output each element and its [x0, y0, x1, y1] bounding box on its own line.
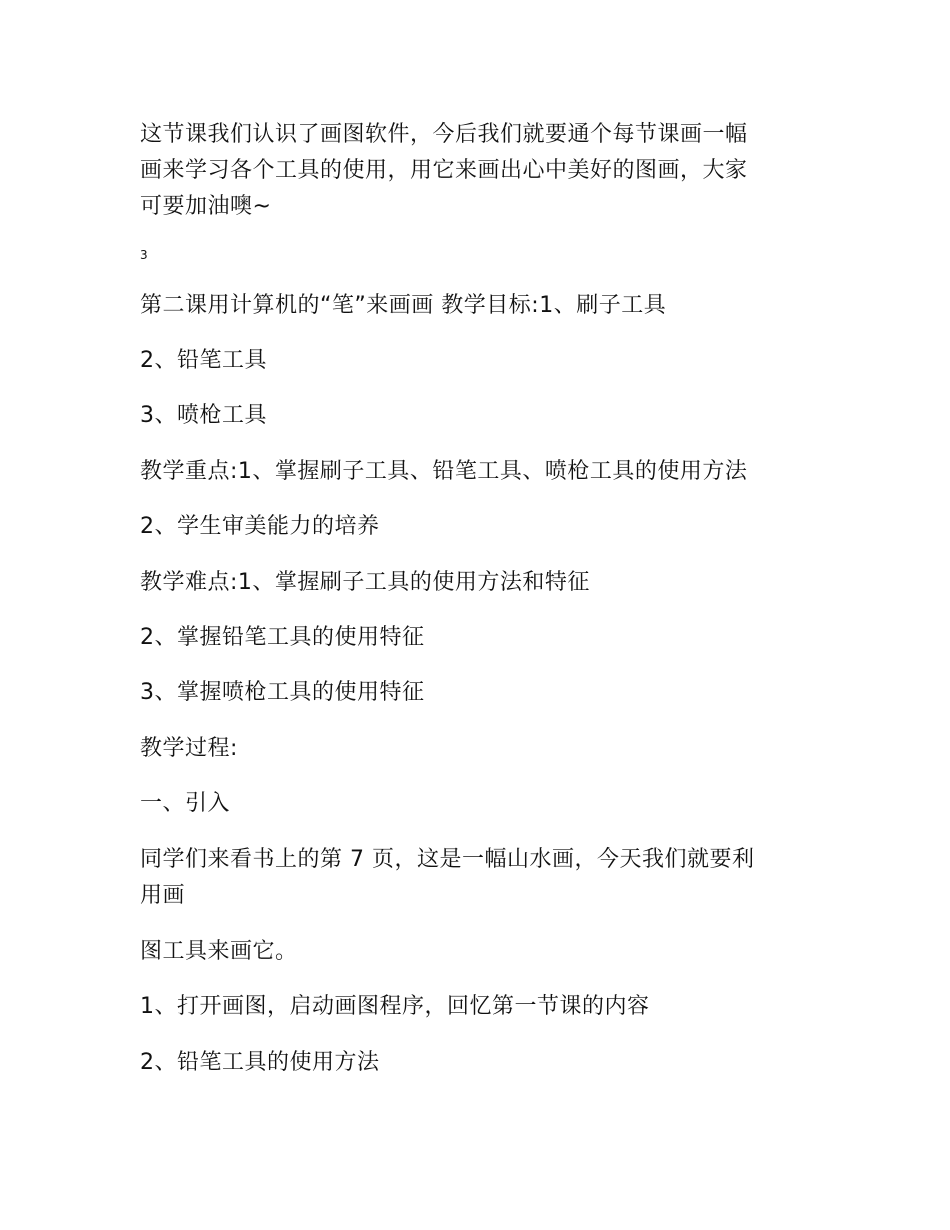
text-line: 教学过程:	[140, 736, 238, 761]
text-line: 画来学习各个工具的使用，用它来画出心中美好的图画，大家	[140, 158, 748, 183]
text-line: 同学们来看书上的第 7 页，这是一幅山水画，今天我们就要利	[140, 847, 755, 872]
text-line: 图工具来画它。	[140, 939, 298, 964]
text-line: 一、引入	[140, 791, 231, 816]
text-line: 1、打开画图，启动画图程序，回忆第一节课的内容	[140, 994, 650, 1019]
text-line: 2、铅笔工具的使用方法	[140, 1050, 380, 1075]
text-line: 可要加油噢~	[140, 194, 272, 219]
text-line: 2、铅笔工具	[140, 348, 267, 373]
text-line: 这节课我们认识了画图软件，今后我们就要通个每节课画一幅	[140, 122, 748, 147]
text-line: 3、喷枪工具	[140, 403, 267, 428]
text-line: 3、掌握喷枪工具的使用特征	[140, 680, 425, 705]
lesson-heading: 第二课用计算机的“笔”来画画 教学目标:1、刷子工具	[140, 293, 667, 318]
text-line: 用画	[140, 883, 186, 908]
text-line: 教学重点:1、掌握刷子工具、铅笔工具、喷枪工具的使用方法	[140, 459, 748, 484]
page-number: 3	[140, 248, 148, 262]
text-line: 教学难点:1、掌握刷子工具的使用方法和特征	[140, 570, 590, 595]
text-line: 2、掌握铅笔工具的使用特征	[140, 625, 425, 650]
text-line: 2、学生审美能力的培养	[140, 514, 380, 539]
